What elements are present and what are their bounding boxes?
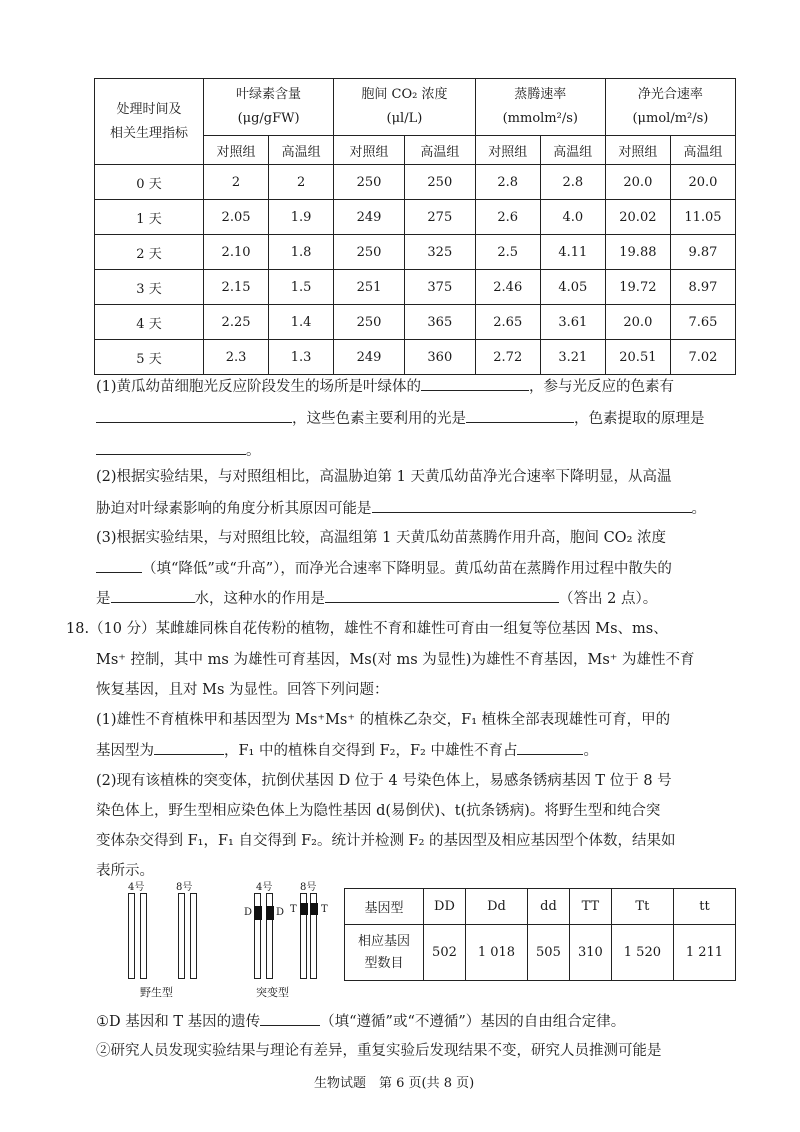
- count-cell: 1 520: [611, 925, 673, 981]
- value-cell: 7.65: [670, 305, 735, 340]
- count-label-1: 相应基因: [357, 933, 410, 949]
- value-cell: 20.51: [605, 340, 670, 375]
- value-cell: 250: [404, 165, 475, 200]
- value-cell: 250: [334, 305, 405, 340]
- day-cell: 0 天: [95, 165, 204, 200]
- table-row: [95, 305, 736, 340]
- q3-line3: [96, 588, 657, 609]
- count-cell: 502: [424, 925, 466, 981]
- wild-chr4: [140, 893, 147, 979]
- q18-sub2: ②研究人员发现实验结果与理论有差异，重复实验后发现结果不变，研究人员推测可能是: [96, 1043, 662, 1059]
- day-cell: 5 天: [95, 340, 204, 375]
- gene-d-band: [266, 906, 274, 920]
- q3-text-3a: 是: [96, 591, 111, 607]
- gene-t-label: T: [321, 904, 328, 915]
- genotype-cell: Tt: [611, 889, 673, 925]
- gene-d-label: D: [276, 907, 285, 918]
- genotype-cell: DD: [424, 889, 466, 925]
- q2-line1: (2)根据实验结果，与对照组相比，高温胁迫第 1 天黄瓜幼苗净光合速率下降明显，从高温: [96, 469, 672, 485]
- sub-header-control: 对照组: [605, 136, 670, 165]
- value-cell: 7.02: [670, 340, 735, 375]
- q18-p1-text-a: 基因型为: [96, 743, 154, 759]
- group-name: 胞间 CO₂ 浓度: [361, 87, 448, 102]
- genotype-header: 基因型: [345, 889, 424, 925]
- physiology-table: [94, 78, 736, 375]
- q18-p1-line1: (1)雄性不育植株甲和基因型为 Ms⁺Ms⁺ 的植株乙杂交，F₁ 植株全部表现雄性可育，甲的: [96, 712, 671, 728]
- value-cell: 250: [334, 165, 405, 200]
- table-row: [95, 165, 736, 200]
- value-cell: 2.05: [204, 200, 269, 235]
- value-cell: 2.10: [204, 235, 269, 270]
- value-cell: 249: [334, 200, 405, 235]
- value-cell: 2.25: [204, 305, 269, 340]
- q1-text-d: ，色素提取的原理是: [574, 411, 705, 427]
- q2-text: 胁迫对叶绿素影响的角度分析其原因可能是: [96, 501, 372, 517]
- mutant-chr8-label: 8号: [300, 882, 317, 893]
- q18-p2-line2: 染色体上，野生型相应染色体上为隐性基因 d(易倒伏)、t(抗条锈病)。将野生型和纯合突: [96, 803, 661, 819]
- count-header: [345, 925, 424, 981]
- value-cell: 1.3: [269, 340, 334, 375]
- wild-chr4-label: 4号: [128, 882, 145, 893]
- gene-d-label: D: [244, 907, 253, 918]
- q1-text-c: ，这些色素主要利用的光是: [292, 411, 466, 427]
- corner-line-2: 相关生理指标: [109, 125, 188, 141]
- group-unit: (mmolm²/s): [502, 111, 578, 126]
- value-cell: 360: [404, 340, 475, 375]
- q18-line2: Ms⁺ 控制，其中 ms 为雄性可育基因，Ms(对 ms 为显性)为雄性不育基因，Ms⁺ 为雄性不育: [96, 652, 695, 668]
- q3-text-2: （填“降低”或“升高”），而净光合速率下降明显。黄瓜幼苗在蒸腾作用过程中散失的: [142, 561, 672, 577]
- answer-blank[interactable]: [325, 588, 559, 603]
- q18-sub1: [96, 1011, 625, 1032]
- value-cell: 375: [404, 270, 475, 305]
- value-cell: 2: [269, 165, 334, 200]
- table-corner: [95, 79, 204, 165]
- q18-line1: 18.（10 分）某雌雄同株自花传粉的植物，雄性不育和雄性可育由一组复等位基因 Ms、ms、: [66, 621, 668, 637]
- q18-line3: 恢复基因，且对 Ms 为显性。回答下列问题：: [96, 682, 389, 698]
- q3-line1: (3)根据实验结果，与对照组比较，高温组第 1 天黄瓜幼苗蒸腾作用升高，胞间 CO₂ 浓度: [96, 530, 666, 546]
- value-cell: 2: [204, 165, 269, 200]
- day-cell: 1 天: [95, 200, 204, 235]
- q3-text-3b: 水，这种水的作用是: [194, 591, 325, 607]
- day-cell: 3 天: [95, 270, 204, 305]
- group-header: [475, 79, 605, 136]
- value-cell: 2.46: [475, 270, 540, 305]
- answer-blank[interactable]: [517, 740, 583, 755]
- wild-chr8: [190, 893, 197, 979]
- count-cell: 1 211: [673, 925, 735, 981]
- answer-blank[interactable]: [154, 740, 224, 755]
- wild-caption: 野生型: [140, 986, 173, 999]
- value-cell: 249: [334, 340, 405, 375]
- answer-blank[interactable]: [421, 376, 529, 391]
- mutant-chr4-label: 4号: [256, 882, 273, 893]
- q1-line1: [96, 376, 674, 397]
- count-label-2: 型数目: [364, 955, 404, 971]
- value-cell: 2.8: [475, 165, 540, 200]
- table-row: [95, 235, 736, 270]
- value-cell: 9.87: [670, 235, 735, 270]
- genotype-cell: tt: [673, 889, 735, 925]
- mutant-caption: 突变型: [256, 986, 289, 999]
- value-cell: 4.11: [540, 235, 605, 270]
- q18-p2-line1: (2)现有该植株的突变体，抗倒伏基因 D 位于 4 号染色体上，易感条锈病基因 T 位于 8 号: [96, 773, 672, 789]
- value-cell: 1.9: [269, 200, 334, 235]
- corner-line-1: 处理时间及: [116, 101, 182, 117]
- answer-blank[interactable]: [466, 408, 574, 423]
- value-cell: 20.0: [670, 165, 735, 200]
- value-cell: 2.3: [204, 340, 269, 375]
- day-cell: 4 天: [95, 305, 204, 340]
- q18-sub1-text-a: ①D 基因和 T 基因的遗传: [96, 1014, 261, 1030]
- q1-text-b: ，参与光反应的色素有: [529, 379, 675, 395]
- table-row: [95, 340, 736, 375]
- table-row: [95, 200, 736, 235]
- answer-blank[interactable]: [260, 1011, 320, 1026]
- gene-t-label: T: [290, 904, 297, 915]
- sub-header-high: 高温组: [670, 136, 735, 165]
- value-cell: 2.8: [540, 165, 605, 200]
- value-cell: 250: [334, 235, 405, 270]
- count-cell: 1 018: [465, 925, 527, 981]
- group-name: 叶绿素含量: [236, 87, 302, 102]
- value-cell: 20.0: [605, 165, 670, 200]
- wild-chr8-label: 8号: [176, 882, 193, 893]
- value-cell: 1.4: [269, 305, 334, 340]
- value-cell: 20.0: [605, 305, 670, 340]
- q18-p2-line3: 变体杂交得到 F₁，F₁ 自交得到 F₂。统计并检测 F₂ 的基因型及相应基因型个体数，结果如: [96, 833, 676, 849]
- value-cell: 8.97: [670, 270, 735, 305]
- wild-chr4: [128, 893, 135, 979]
- group-unit: (μl/L): [386, 111, 423, 126]
- wild-chr8: [178, 893, 185, 979]
- value-cell: 365: [404, 305, 475, 340]
- sub-header-high: 高温组: [269, 136, 334, 165]
- q2-line2: [96, 498, 706, 519]
- sub-header-control: 对照组: [475, 136, 540, 165]
- value-cell: 4.0: [540, 200, 605, 235]
- group-header: [204, 79, 334, 136]
- value-cell: 325: [404, 235, 475, 270]
- value-cell: 251: [334, 270, 405, 305]
- q18-sub1-text-b: （填“遵循”或“不遵循”）基因的自由组合定律。: [320, 1014, 626, 1030]
- answer-blank[interactable]: [96, 558, 142, 573]
- day-cell: 2 天: [95, 235, 204, 270]
- gene-t-band: [310, 903, 318, 915]
- page-footer: 生物试题 第 6 页(共 8 页): [314, 1076, 475, 1091]
- q18-p1-line2: [96, 740, 598, 761]
- q1-text-a: (1)黄瓜幼苗细胞光反应阶段发生的场所是叶绿体的: [96, 379, 422, 395]
- q18-p1-text-b: ，F₁ 中的植株自交得到 F₂，F₂ 中雄性不育占: [224, 743, 518, 759]
- group-unit: (μmol/m²/s): [632, 111, 709, 126]
- value-cell: 1.5: [269, 270, 334, 305]
- value-cell: 20.02: [605, 200, 670, 235]
- count-cell: 505: [527, 925, 569, 981]
- q2-end: 。: [691, 501, 706, 517]
- answer-blank[interactable]: [111, 588, 195, 603]
- q1-text-e: 。: [246, 443, 261, 459]
- value-cell: 1.8: [269, 235, 334, 270]
- answer-blank[interactable]: [96, 440, 246, 455]
- value-cell: 2.65: [475, 305, 540, 340]
- group-unit: (μg/gFW): [237, 111, 300, 126]
- value-cell: 3.21: [540, 340, 605, 375]
- gene-d-band: [254, 906, 262, 920]
- gene-t-band: [300, 903, 308, 915]
- genotype-cell: dd: [527, 889, 569, 925]
- answer-blank[interactable]: [372, 498, 692, 513]
- genotype-cell: TT: [569, 889, 611, 925]
- value-cell: 275: [404, 200, 475, 235]
- q18-p2-line4: 表所示。: [96, 863, 154, 879]
- answer-blank[interactable]: [96, 408, 292, 423]
- sub-header-high: 高温组: [404, 136, 475, 165]
- q1-line2: [96, 408, 705, 429]
- q1-line3: [96, 440, 261, 461]
- genotype-table: [344, 888, 736, 981]
- value-cell: 2.6: [475, 200, 540, 235]
- q3-text-3c: （答出 2 点）。: [559, 591, 658, 607]
- group-name: 净光合速率: [637, 87, 703, 102]
- value-cell: 11.05: [670, 200, 735, 235]
- value-cell: 19.72: [605, 270, 670, 305]
- value-cell: 4.05: [540, 270, 605, 305]
- group-header: [334, 79, 476, 136]
- sub-header-control: 对照组: [204, 136, 269, 165]
- table-row: [95, 270, 736, 305]
- q3-line2: [96, 558, 672, 579]
- value-cell: 2.72: [475, 340, 540, 375]
- genotype-cell: Dd: [465, 889, 527, 925]
- group-name: 蒸腾速率: [514, 87, 567, 102]
- group-header: [605, 79, 735, 136]
- count-cell: 310: [569, 925, 611, 981]
- value-cell: 2.5: [475, 235, 540, 270]
- value-cell: 3.61: [540, 305, 605, 340]
- sub-header-high: 高温组: [540, 136, 605, 165]
- sub-header-control: 对照组: [334, 136, 405, 165]
- q18-p1-text-c: 。: [583, 743, 598, 759]
- value-cell: 2.15: [204, 270, 269, 305]
- value-cell: 19.88: [605, 235, 670, 270]
